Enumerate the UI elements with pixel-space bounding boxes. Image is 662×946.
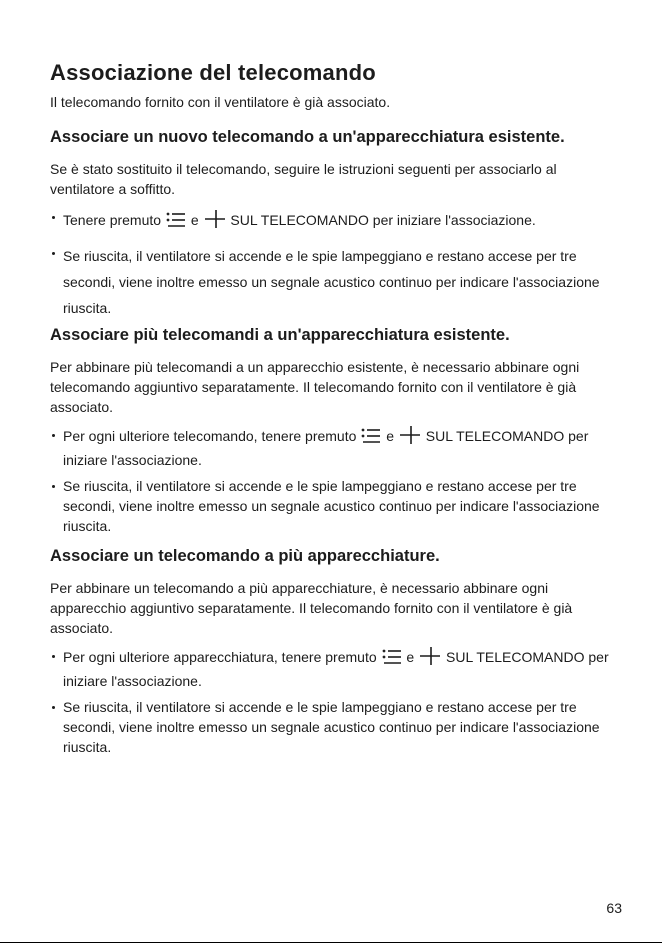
plus-icon (204, 209, 226, 237)
bottom-rule (0, 942, 662, 943)
menu-list-icon (361, 427, 381, 450)
instruction-list (50, 646, 620, 757)
section-multiple-remotes (50, 326, 620, 542)
instruction-item: Per ogni ulteriore apparecchiatura, tenere premuto e SUL TELECOMANDO per iniziare l'associazione. (50, 646, 620, 691)
section-heading: Associare un telecomando a più apparecchiature. (50, 547, 440, 565)
instruction-item: Se riuscita, il ventilatore si accende e le spie lampeggiano e restano accese per tre secondi, viene inoltre emesso un segnale acustico continuo per indicare l'associazione riuscita. (50, 243, 620, 321)
intro-text: Il telecomando fornito con il ventilatore è già associato. (50, 94, 391, 110)
instruction-item: Per ogni ulteriore telecomando, tenere premuto e SUL TELECOMANDO per iniziare l'associazione. (50, 425, 620, 470)
instruction-list (50, 425, 620, 536)
instruction-item: Se riuscita, il ventilatore si accende e le spie lampeggiano e restano accese per tre secondi, viene inoltre emesso un segnale acustico continuo per indicare l'associazione riuscita. (50, 476, 620, 536)
instruction-list (50, 207, 620, 321)
section-heading: Associare un nuovo telecomando a un'apparecchiatura esistente. (50, 128, 565, 146)
plus-icon (399, 425, 421, 450)
page-title: Associazione del telecomando (50, 60, 376, 85)
section-description: Per abbinare più telecomandi a un apparecchio esistente, è necessario abbinare ogni telecomando aggiuntivo separatamente. Il telecomando fornito con il ventilatore è già associato. (50, 359, 580, 415)
section-heading: Associare più telecomandi a un'apparecchiatura esistente. (50, 326, 510, 344)
section-multiple-devices (50, 547, 620, 763)
instruction-item: Tenere premuto e SUL TELECOMANDO per iniziare l'associazione. (50, 207, 620, 237)
menu-list-icon (166, 211, 186, 237)
instruction-item: Se riuscita, il ventilatore si accende e le spie lampeggiano e restano accese per tre secondi, viene inoltre emesso un segnale acustico continuo per indicare l'associazione riuscita. (50, 697, 620, 757)
plus-icon (419, 646, 441, 671)
page-number: 63 (606, 900, 622, 916)
section-description: Se è stato sostituito il telecomando, seguire le istruzioni seguenti per associarlo al ventilatore a soffitto. (50, 161, 557, 197)
section-new-remote (50, 128, 620, 327)
menu-list-icon (382, 648, 402, 671)
section-description: Per abbinare un telecomando a più apparecchiature, è necessario abbinare ogni apparecchio aggiuntivo separatamente. Il telecomando fornito con il ventilatore è già associato. (50, 580, 573, 636)
